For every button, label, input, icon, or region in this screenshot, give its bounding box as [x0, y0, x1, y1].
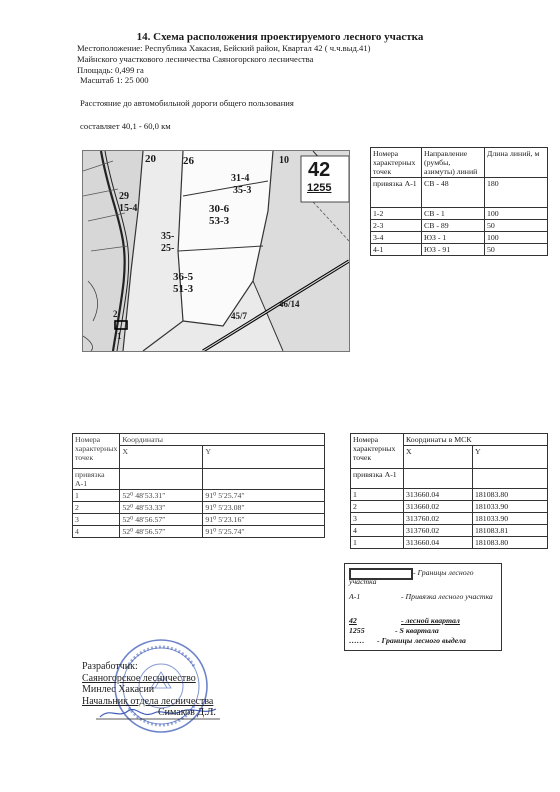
table-cell [120, 469, 203, 490]
table-cell: 181033.90 [473, 501, 548, 513]
location-line: Местоположение: Республика Хакасия, Бейский район, Квартал 42 ( ч.ч.выд.41) [77, 43, 371, 53]
map-label: 30-6 [209, 203, 230, 215]
legend-key-section: …… [349, 636, 365, 645]
table-cell: 50 [485, 244, 548, 256]
table-row [73, 490, 325, 502]
table-cell: ЮЗ - 1 [422, 232, 485, 244]
table-row [371, 244, 548, 256]
developer-ministry: Минлес Хакасии [82, 684, 155, 695]
table-cell: 181033.90 [473, 513, 548, 525]
table-cell: 181083.80 [473, 537, 548, 549]
legend-box [344, 563, 502, 651]
table-cell: 52⁰ 48′56.57″ [120, 514, 203, 526]
map-label: 10 [279, 155, 289, 166]
legend-item-area: - S квартала [395, 626, 439, 635]
map-label: 25- [161, 243, 175, 254]
quarter-number: 42 [308, 159, 331, 181]
table-cell: 2 [73, 502, 120, 514]
table-cell: 313760.02 [404, 525, 473, 537]
table-cell: 181083.80 [473, 489, 548, 501]
scale-line: Масштаб 1: 25 000 [80, 75, 149, 85]
header-cell: X [404, 446, 473, 469]
table-header-row [351, 434, 548, 446]
table-cell: 4 [73, 526, 120, 538]
legend-item-boundary: - Границы лесного участка [349, 568, 474, 586]
table-header-row [73, 434, 325, 446]
document-title: 14. Схема расположения проектируемого лесного участка [136, 31, 424, 43]
table-cell: 180 [485, 178, 548, 208]
developer-position: Начальник отдела лесничества [82, 695, 214, 707]
map-label: 46/14 [279, 299, 300, 309]
forest-map [82, 150, 350, 352]
map-label: 29 [119, 191, 129, 202]
map-label: 53-3 [209, 215, 230, 227]
table-cell: СВ - 48 [422, 178, 485, 208]
table-header-row [371, 148, 548, 178]
coordinates-table [72, 433, 325, 538]
table-row [351, 469, 548, 489]
map-label: 36-5 [173, 271, 194, 283]
table-row [73, 514, 325, 526]
table-cell: 91⁰ 5′23.08″ [203, 502, 325, 514]
legend-key-quarter: 42 [349, 616, 357, 625]
map-label: 31-4 [231, 173, 250, 184]
table-cell: СВ - 1 [422, 208, 485, 220]
table-cell: 2 [351, 501, 404, 513]
table-cell: 1 [73, 490, 120, 502]
legend-item-quarter: - лесной квартал [401, 616, 460, 625]
signatory-name: Симаков Д.Л. [158, 707, 216, 718]
table-cell: 91⁰ 5′23.16″ [203, 514, 325, 526]
table-cell: 2-3 [371, 220, 422, 232]
table-row [73, 526, 325, 538]
map-label: 51-3 [173, 283, 194, 295]
table-row [371, 178, 548, 208]
table-row [351, 501, 548, 513]
table-cell: 3-4 [371, 232, 422, 244]
developer-block [82, 661, 213, 707]
table-cell: привязка А-1 [371, 178, 422, 208]
table-cell: 52⁰ 48′53.33″ [120, 502, 203, 514]
header-cell: Номера характерных точек [73, 434, 120, 469]
table-cell: 100 [485, 232, 548, 244]
header-cell: Направление (румбы, азимуты) линий [422, 148, 485, 178]
table-cell: 313660.02 [404, 501, 473, 513]
table-row [351, 513, 548, 525]
table-cell: 1-2 [371, 208, 422, 220]
map-label: 45/7 [231, 311, 248, 321]
map-label: 26 [183, 155, 194, 167]
table-cell: 52⁰ 48′53.31″ [120, 490, 203, 502]
area-line: Площадь: 0,499 га [77, 65, 144, 75]
legend-item-anchor: - Привязка лесного участка [401, 592, 493, 601]
table-cell: 4 [351, 525, 404, 537]
table-row [73, 469, 325, 490]
table-cell: 313660.04 [404, 489, 473, 501]
table-cell: 1 [351, 537, 404, 549]
table-cell: привязка А-1 [351, 469, 404, 489]
map-label: 20 [145, 153, 156, 165]
bearing-table [370, 147, 548, 256]
distance-value: составляет 40,1 - 60,0 км [80, 121, 171, 131]
header-cell: Номера характерных точек [371, 148, 422, 178]
table-cell: 91⁰ 5′25.74″ [203, 526, 325, 538]
table-cell: привязка А-1 [73, 469, 120, 490]
map-label: 15-4 [119, 203, 138, 214]
table-cell: 91⁰ 5′25.74″ [203, 490, 325, 502]
table-cell: 1 [351, 489, 404, 501]
legend-key-anchor: А-1 [349, 592, 361, 601]
header-cell: Координаты в МСК [404, 434, 548, 446]
table-cell: 313760.02 [404, 513, 473, 525]
table-cell: 313660.04 [404, 537, 473, 549]
header-cell: Длина линий, м [485, 148, 548, 178]
map-label: 35- [161, 231, 175, 242]
header-cell: Y [203, 446, 325, 469]
table-cell: 4-1 [371, 244, 422, 256]
table-cell: 3 [73, 514, 120, 526]
table-row [351, 489, 548, 501]
developer-org: Саяногорское лесничество [82, 672, 196, 684]
table-cell [473, 469, 548, 489]
developer-label: Разработчик: [82, 661, 138, 672]
table-row [371, 208, 548, 220]
table-row [351, 525, 548, 537]
quarter-area: 1255 [307, 182, 332, 194]
msk-coordinates-table [350, 433, 548, 549]
header-cell: X [120, 446, 203, 469]
header-cell: Координаты [120, 434, 325, 446]
table-cell: ЮЗ - 91 [422, 244, 485, 256]
table-row [73, 502, 325, 514]
header-cell: Y [473, 446, 548, 469]
distance-label: Расстояние до автомобильной дороги общего пользования [80, 98, 294, 108]
table-cell [203, 469, 325, 490]
table-cell: 3 [351, 513, 404, 525]
header-cell: Номера характерных точек [351, 434, 404, 469]
map-label: 35-3 [233, 185, 252, 196]
table-cell [404, 469, 473, 489]
table-row [371, 232, 548, 244]
table-row [351, 537, 548, 549]
table-cell: 50 [485, 220, 548, 232]
table-cell: 52⁰ 48′56.57″ [120, 526, 203, 538]
forestry-line: Майнского участкового лесничества Саяногорского лесничества [77, 54, 314, 64]
table-cell: СВ - 89 [422, 220, 485, 232]
table-row [371, 220, 548, 232]
legend-key-area: 1255 [349, 626, 365, 635]
map-label: 2 [113, 309, 118, 319]
legend-item-section: - Границы лесного выдела [377, 636, 466, 645]
table-cell: 100 [485, 208, 548, 220]
table-cell: 181083.81 [473, 525, 548, 537]
map-label: 1 [117, 331, 122, 341]
